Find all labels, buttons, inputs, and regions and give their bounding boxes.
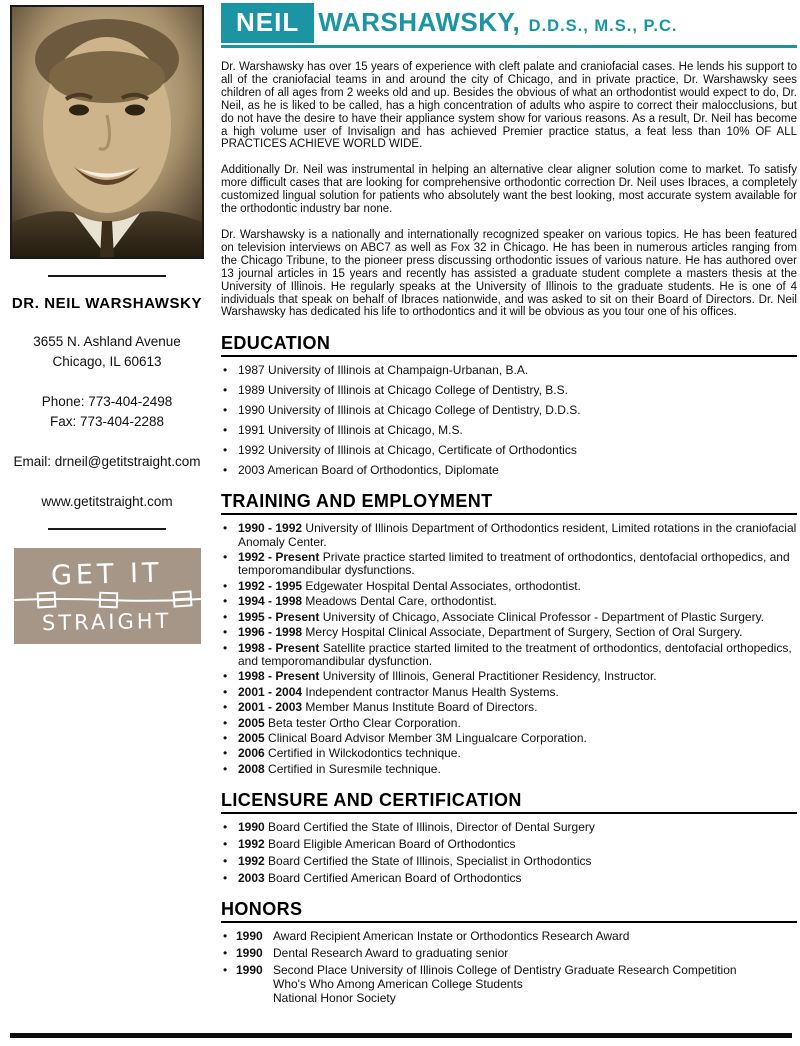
item-year: 1996 - 1998 [238,625,303,640]
website-line: www.getitstraight.com [41,494,173,509]
list-item [221,732,797,745]
page-title [221,3,797,43]
item-year: 1990 [238,820,265,835]
list-item [221,642,797,669]
item-year: 2005 [238,730,265,745]
item-year: 1995 - Present [238,609,320,624]
intro-paragraph-1: Dr. Warshawsky has over 15 years of experience with cleft palate and craniofacial cases. He lends his support to all of the craniofacial teams in and around the city of Chicago, and in private practice, Dr. Warshawsky sees children of all ages from 2 weeks old and up. Besides the obvious of what an orthodontist would expect to do, Dr. Neil, as he is liked to be called, has a high concentration of adults who aspire to correct their malocclusions, but do not have the desire to have their appliance system show for various reasons. As a result, Dr. Neil has become a high volume user of Invisalign and has achieved Premier practice status, a feat less than 10% OF ALL PRACTICES ACHIEVE WORLD WIDE. [221,61,797,151]
list-item [221,611,797,624]
item-year: 2001 - 2003 [238,700,303,715]
list-item [221,717,797,730]
logo-text-bottom: STRAIGHT [42,608,172,635]
bullet-icon: • [223,578,228,593]
item-text: Independent contractor Manus Health Systems. [305,684,559,699]
item-text: University of Illinois at Chicago, Certificate of Orthodontics [268,442,577,457]
bullet-icon: • [223,383,228,398]
title-credentials: D.D.S., M.S., P.C. [528,17,678,35]
item-text: Edgewater Hospital Dental Associates, orthodontist. [305,578,581,593]
item-year: 1987 [238,363,265,378]
email-line: Email: drneil@getitstraight.com [13,454,201,469]
item-text: Certified in Wilckodontics technique. [268,746,461,761]
bullet-icon: • [223,684,228,699]
list-item [221,522,797,549]
title-last-name: WARSHAWSKY, [318,7,521,37]
item-text: University of Illinois Department of Orthodontics resident, Limited rotations in the craniofacial Anomaly Center. [238,521,797,549]
sidebar-divider-bottom [48,528,166,530]
item-year: 1990 - 1992 [238,521,303,536]
list-item [221,947,797,961]
item-text: National Honor Society [273,990,396,1005]
item-text: Dental Research Award to graduating senior [273,946,509,961]
item-text: Satellite practice started limited to the treatment of orthodontics, dentofacial orthopedics, and temporomandibular dysfunction. [238,640,792,668]
portrait-photo [10,5,204,259]
item-year: 2006 [238,746,265,761]
sidebar-phone-fax [10,392,204,432]
sidebar-divider-top [48,275,166,277]
list-item [221,595,797,608]
item-year: 2008 [238,761,265,776]
bullet-icon: • [223,870,228,885]
bullet-icon: • [223,521,228,536]
item-text: Beta tester Ortho Clear Corporation. [268,715,461,730]
item-text: Mercy Hospital Clinical Associate, Department of Surgery, Section of Oral Surgery. [305,625,743,640]
sidebar-email [10,452,204,472]
bullet-icon: • [223,609,228,624]
item-year: 1992 - 1995 [238,578,303,593]
item-year: 1992 - Present [238,550,320,565]
item-year: 1990 [238,403,265,418]
sidebar-address [10,332,204,372]
list-item [221,701,797,714]
item-text: Board Certified the State of Illinois, Director of Dental Surgery [268,820,595,835]
item-year: 2005 [238,715,265,730]
main-content [221,3,797,1009]
section-title-licensure: LICENSURE AND CERTIFICATION [221,790,797,814]
item-text: Member Manus Institute Board of Directors. [305,700,538,715]
list-item [221,763,797,776]
training-list [221,522,797,776]
list-item [221,464,797,477]
braces-wire-icon [14,588,201,612]
phone-line: Phone: 773-404-2498 [41,394,173,409]
title-underline [221,45,797,48]
list-item [221,384,797,397]
address-line-2: Chicago, IL 60613 [52,354,162,369]
list-item [221,838,797,851]
bullet-icon: • [223,700,228,715]
list-item [221,964,797,1005]
item-text: Private practice started limited to treatment of orthodontics, dentofacial orthopedics, and temporomandibular dysfunctions. [238,550,790,578]
item-year: 1998 - Present [238,669,320,684]
portrait-photo-illustration [12,7,202,257]
list-item [221,930,797,944]
bullet-icon: • [223,837,228,852]
bullet-icon: • [223,946,228,961]
sidebar-website [10,492,204,512]
address-line-1: 3655 N. Ashland Avenue [33,334,181,349]
item-text: University of Illinois at Chicago College of Dentistry, D.D.S. [268,403,581,418]
list-item [221,872,797,885]
list-item [221,424,797,437]
list-item [221,580,797,593]
bullet-icon: • [223,761,228,776]
item-year: 1990 [236,946,263,961]
bullet-icon: • [223,423,228,438]
list-item [221,404,797,417]
title-first-name: NEIL [221,3,314,43]
item-year: 1990 [236,963,263,978]
list-item [221,686,797,699]
list-item [221,551,797,578]
intro-paragraph-3: Dr. Warshawsky is a nationally and internationally recognized speaker on various topics. He has been featured on television interviews on ABC7 as well as Fox 32 in Chicago. He has been in numerous articles ranging from the Chicago Tribune, to the pioneer press discussing orthodontic issues of various nature. He has authored over 13 journal articles in 15 years and recently has assisted a graduate student complete a masters thesis at the University of Illinois. He regularly speaks at the University of Illinois to the graduate students. He is one of 4 individuals that speak on behalf of Ibraces nationwide, and was asked to sit on their Board of Directors. Dr. Neil Warshawsky has dedicated his life to orthodontics and it will be obvious as you tour one of his offices. [221,228,797,319]
item-text: Board Certified the State of Illinois, Specialist in Orthodontics [268,853,592,868]
item-year: 1989 [238,383,265,398]
intro-paragraph-2: Additionally Dr. Neil was instrumental in helping an alternative clear aligner solution come to market. To satisfy more difficult cases that are looking for comprehensive orthodontic correction Dr. Neil uses Ibraces, a completely customized lingual solution for patients who absolutely want the best looking, most accurate system available for the orthodontic industry bar none. [221,164,797,216]
item-text: Who's Who Among American College Students [273,977,523,992]
list-item [221,855,797,868]
logo-text-top: GET IT [50,557,164,591]
item-text: University of Illinois at Chicago, M.S. [268,423,463,438]
list-item [221,626,797,639]
bullet-icon: • [223,929,228,944]
item-text: Board Certified American Board of Orthodontics [268,870,522,885]
list-item [221,444,797,457]
item-year: 1994 - 1998 [238,594,303,609]
bullet-icon: • [223,550,228,565]
sidebar-name: DR. NEIL WARSHAWSKY [11,295,203,312]
item-text: University of Illinois, General Practitioner Residency, Instructor. [322,669,657,684]
bullet-icon: • [223,594,228,609]
bullet-icon: • [223,853,228,868]
item-text: Board Eligible American Board of Orthodontics [268,837,516,852]
list-item [221,821,797,834]
section-title-honors: HONORS [221,899,797,923]
item-year: 2003 [238,462,265,477]
item-text: University of Illinois at Champaign-Urbanan, B.A. [268,363,529,378]
item-year: 1992 [238,837,265,852]
page-footer-rule [10,1033,792,1038]
education-list [221,364,797,477]
item-year: 1990 [236,929,263,944]
item-year: 1998 - Present [238,640,320,655]
item-text: Clinical Board Advisor Member 3M Lingualcare Corporation. [268,730,587,745]
section-title-training: TRAINING AND EMPLOYMENT [221,491,797,515]
bullet-icon: • [223,363,228,378]
item-text: Certified in Suresmile technique. [268,761,441,776]
item-year: 1992 [238,442,265,457]
bullet-icon: • [223,625,228,640]
fax-line: Fax: 773-404-2288 [49,414,165,429]
item-text: University of Chicago, Associate Clinical Professor - Department of Plastic Surgery. [322,609,765,624]
item-year: 1991 [238,423,265,438]
section-title-education: EDUCATION [221,333,797,357]
bullet-icon: • [223,730,228,745]
bullet-icon: • [223,669,228,684]
bullet-icon: • [223,442,228,457]
item-year: 1992 [238,853,265,868]
bullet-icon: • [223,746,228,761]
list-item [221,364,797,377]
item-text: Award Recipient American Instate or Orthodontics Research Award [273,929,630,944]
item-text: Meadows Dental Care, orthodontist. [305,594,497,609]
bullet-icon: • [223,640,228,655]
honors-list [221,930,797,1005]
licensure-list [221,821,797,885]
bullet-icon: • [223,963,228,978]
item-text: University of Illinois at Chicago College of Dentistry, B.S. [268,383,568,398]
get-it-straight-logo [14,548,201,644]
list-item [221,670,797,683]
bullet-icon: • [223,715,228,730]
item-text: Second Place University of Illinois College of Dentistry Graduate Research Competition [273,963,737,978]
list-item [221,747,797,760]
item-text: American Board of Orthodontics, Diplomate [267,462,499,477]
bullet-icon: • [223,403,228,418]
sidebar [10,5,204,644]
bullet-icon: • [223,462,228,477]
item-year: 2001 - 2004 [238,684,303,699]
bullet-icon: • [223,820,228,835]
item-year: 2003 [238,870,265,885]
